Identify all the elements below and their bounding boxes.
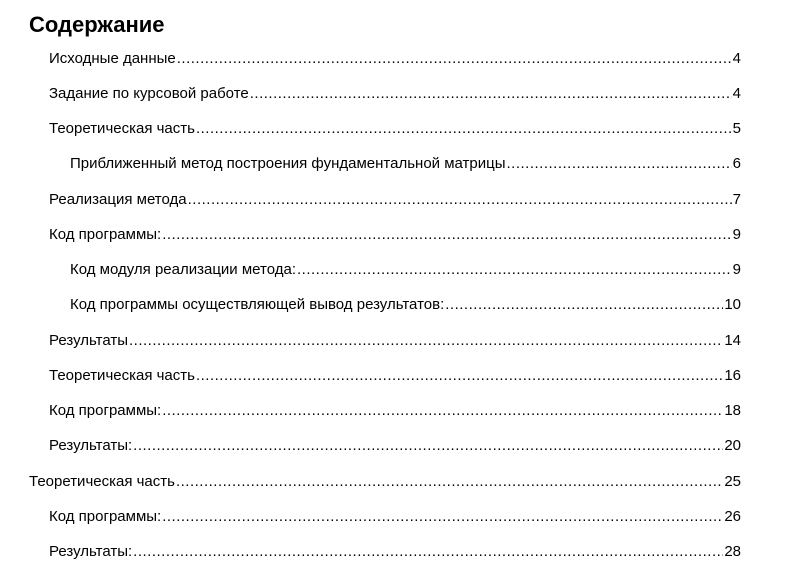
toc-entry-label: Задание по курсовой работе xyxy=(49,85,249,102)
toc-entry-output-code[interactable] xyxy=(70,295,741,315)
toc-entry-label: Теоретическая часть xyxy=(29,473,175,490)
toc-dot-leader xyxy=(162,507,723,527)
toc-entry-program-code-2[interactable] xyxy=(49,401,741,421)
toc-dot-leader xyxy=(133,436,723,456)
toc-entry-label: Код программы осуществляющей вывод результатов: xyxy=(70,296,445,313)
toc-entry-label: Код программы: xyxy=(49,402,162,419)
toc-entry-label: Результаты: xyxy=(49,437,133,454)
toc-entry-module-code[interactable] xyxy=(70,260,741,280)
toc-entry-theory-3[interactable] xyxy=(29,472,741,492)
toc-entry-label: Реализация метода xyxy=(49,191,187,208)
toc-entry-results-3[interactable] xyxy=(49,542,741,562)
toc-entry-label: Код модуля реализации метода: xyxy=(70,261,296,278)
toc-entry-page: 18 xyxy=(724,402,741,419)
toc-entry-page: 16 xyxy=(724,367,741,384)
toc-entry-page: 4 xyxy=(732,85,741,102)
toc-dot-leader xyxy=(445,295,723,315)
toc-dot-leader xyxy=(129,331,723,351)
toc-entry-program-code[interactable] xyxy=(49,225,741,245)
toc-dot-leader xyxy=(297,260,732,280)
toc-entry-label: Результаты: xyxy=(49,543,133,560)
toc-entry-label: Теоретическая часть xyxy=(49,120,195,137)
toc-entry-page: 14 xyxy=(724,332,741,349)
toc-entry-label: Исходные данные xyxy=(49,50,176,67)
toc-entry-page: 28 xyxy=(724,543,741,560)
toc-entry-results-2[interactable] xyxy=(49,436,741,456)
toc-dot-leader xyxy=(177,49,732,69)
toc-entry-page: 9 xyxy=(732,261,741,278)
toc-dot-leader xyxy=(507,154,732,174)
toc-entry-program-code-3[interactable] xyxy=(49,507,741,527)
toc-dot-leader xyxy=(196,119,732,139)
toc-entry-page: 26 xyxy=(724,508,741,525)
toc-entry-label: Код программы: xyxy=(49,226,162,243)
toc-entry-source-data[interactable] xyxy=(49,49,741,69)
toc-entry-theory-2[interactable] xyxy=(49,366,741,386)
toc-entry-assignment[interactable] xyxy=(49,84,741,104)
toc-entry-page: 7 xyxy=(732,191,741,208)
toc-dot-leader xyxy=(176,472,723,492)
toc-entry-page: 4 xyxy=(732,50,741,67)
toc-dot-leader xyxy=(188,190,732,210)
toc-title: Содержание xyxy=(29,12,165,37)
toc-entry-method-implementation[interactable] xyxy=(49,190,741,210)
toc-entry-page: 20 xyxy=(724,437,741,454)
toc-dot-leader xyxy=(250,84,732,104)
toc-entry-label: Результаты xyxy=(49,332,128,349)
toc-entry-theory[interactable] xyxy=(49,119,741,139)
toc-entry-page: 25 xyxy=(724,473,741,490)
toc-entry-page: 6 xyxy=(732,155,741,172)
toc-dot-leader xyxy=(133,542,723,562)
toc-dot-leader xyxy=(162,401,723,421)
toc-entry-page: 5 xyxy=(732,120,741,137)
toc-entry-page: 9 xyxy=(732,226,741,243)
toc-entry-label: Теоретическая часть xyxy=(49,367,195,384)
toc-entry-label: Код программы: xyxy=(49,508,162,525)
toc-entry-approx-method[interactable] xyxy=(70,154,741,174)
toc-entry-results[interactable] xyxy=(49,331,741,351)
toc-dot-leader xyxy=(196,366,723,386)
toc-entry-label: Приближенный метод построения фундаментальной матрицы xyxy=(70,155,506,172)
toc-entry-page: 10 xyxy=(724,296,741,313)
toc-dot-leader xyxy=(162,225,731,245)
